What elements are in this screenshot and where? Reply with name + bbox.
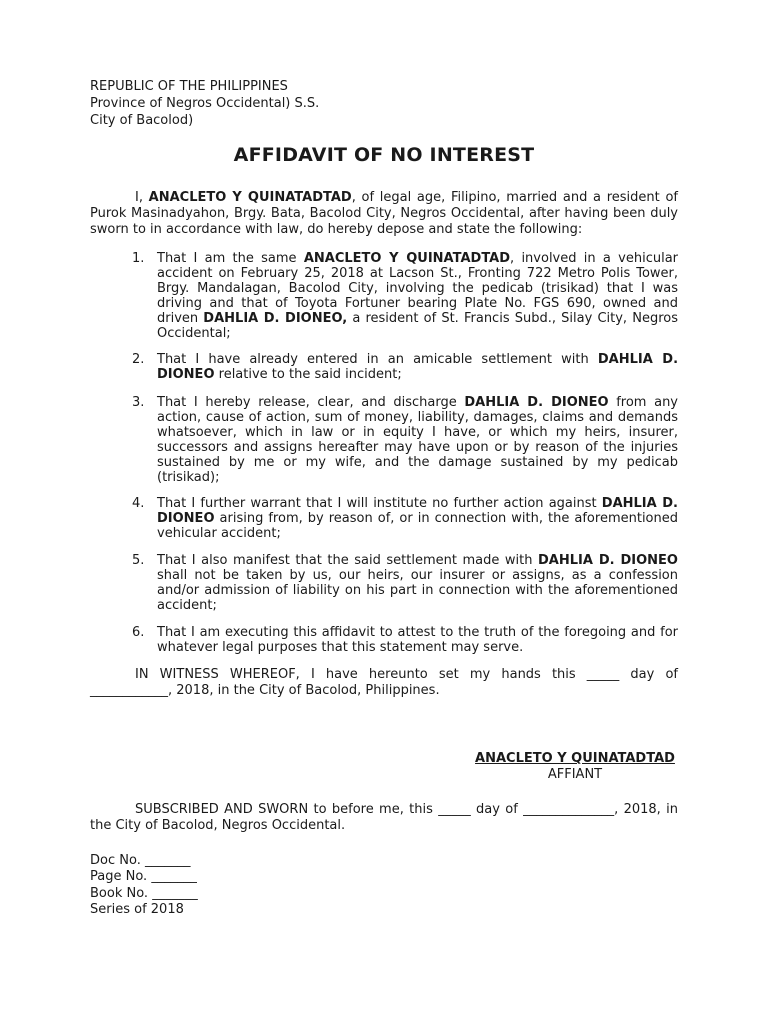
- witness-paragraph: IN WITNESS WHEREOF, I have hereunto set my hands this _____ day of ____________, 2018, in the City of Bacolod, Philippines.: [90, 667, 678, 698]
- caption-republic: REPUBLIC OF THE PHILIPPINES: [90, 79, 288, 94]
- intro-text-b: , of legal age, Filipino, married and a resident of Purok Masinadyahon, Brgy. Bata, Bacolod City, Negros Occidental, after having been duly sworn to in accordance with law, do hereby depose and state the following:: [90, 190, 678, 237]
- item-bold-name: DAHLIA D. DIONEO: [157, 352, 679, 382]
- item-number: 2.: [132, 352, 145, 367]
- item-bold-name: DAHLIA D. DIONEO,: [203, 311, 348, 326]
- item-text: shall not be taken by us, our heirs, our insurer or assigns, as a confession and/or admission of liability on his part in connection with the aforementioned accident;: [157, 568, 678, 613]
- intro-affiant-name: ANACLETO Y QUINATADTAD: [148, 190, 352, 205]
- item-text: That I also manifest that the said settlement made with: [157, 553, 538, 568]
- statement-item-3: [132, 395, 678, 485]
- page-no: Page No. _______: [90, 869, 197, 884]
- statement-item-4: [132, 496, 678, 541]
- item-number: 4.: [132, 496, 145, 511]
- item-number: 5.: [132, 553, 145, 568]
- item-text: , involved in a vehicular accident on February 25, 2018 at Lacson St., Fronting 722 Metro Polis Tower, Brgy. Mandalagan, Bacolod City, involving the pedicab (trisikad) that I was driving and that of Toyota Fortuner bearing Plate No. FGS 690, owned and driven: [157, 251, 679, 326]
- item-text: That I am executing this affidavit to attest to the truth of the foregoing and for whatever legal purposes that this statement may serve.: [157, 625, 678, 655]
- item-number: 1.: [132, 251, 145, 266]
- item-bold-name: DAHLIA D. DIONEO: [464, 395, 609, 410]
- item-bold-name: DAHLIA D. DIONEO: [157, 496, 678, 526]
- item-text: That I have already entered in an amicable settlement with: [157, 352, 598, 367]
- affiant-signature-block: [440, 751, 710, 783]
- item-bold-name: ANACLETO Y QUINATADTAD: [303, 251, 511, 266]
- item-text: from any action, cause of action, sum of money, liability, damages, claims and demands whatsoever, which in law or in equity I have, or which my heirs, insurer, successors and assigns hereafter may have upon or by reason of the injuries sustained by me or my wife, and the damage sustained by my pedicab (trisikad);: [157, 395, 678, 485]
- statement-item-1: [132, 251, 678, 341]
- affiant-name: ANACLETO Y QUINATADTAD: [475, 751, 675, 766]
- affiant-label: AFFIANT: [547, 767, 603, 782]
- jurat-paragraph: SUBSCRIBED AND SWORN to before me, this _____ day of ______________, 2018, in the City of Bacolod, Negros Occidental.: [90, 802, 678, 833]
- document-title: AFFIDAVIT OF NO INTEREST: [233, 144, 535, 166]
- book-no: Book No. _______: [90, 886, 198, 901]
- item-text: That I hereby release, clear, and discharge: [157, 395, 465, 410]
- statement-item-5: [132, 553, 678, 613]
- item-bold-name: DAHLIA D. DIONEO: [538, 553, 678, 568]
- series-year: Series of 2018: [90, 902, 184, 917]
- item-text: a resident of St. Francis Subd., Silay City, Negros Occidental;: [157, 311, 678, 341]
- caption-city: City of Bacolod): [90, 113, 194, 128]
- item-text: arising from, by reason of, or in connection with, the aforementioned vehicular accident;: [157, 511, 678, 541]
- intro-text-a: I,: [135, 190, 149, 205]
- item-number: 6.: [132, 625, 145, 640]
- intro-paragraph: [90, 190, 678, 238]
- statement-item-6: [132, 625, 678, 655]
- item-text: That I am the same: [157, 251, 304, 266]
- caption-province: Province of Negros Occidental) S.S.: [90, 96, 320, 111]
- item-text: That I further warrant that I will institute no further action against: [157, 496, 602, 511]
- statement-item-2: [132, 352, 678, 382]
- item-number: 3.: [132, 395, 145, 410]
- item-text: relative to the said incident;: [214, 367, 402, 382]
- doc-no: Doc No. _______: [90, 853, 191, 868]
